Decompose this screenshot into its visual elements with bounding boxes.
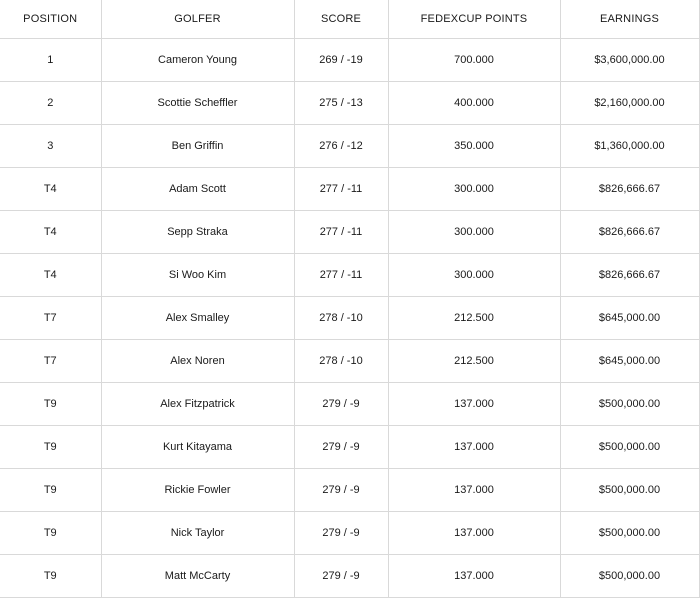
golfer-name-cell: Nick Taylor [101,512,294,555]
score-cell: 279 / -9 [294,469,388,512]
column-header-score: SCORE [294,0,388,39]
fedexcup-points-cell: 212.500 [388,340,560,383]
fedexcup-points-cell: 400.000 [388,82,560,125]
golfer-name-cell: Alex Noren [101,340,294,383]
score-cell: 277 / -11 [294,254,388,297]
table-row [0,125,699,168]
golfer-name-cell: Si Woo Kim [101,254,294,297]
score-cell: 279 / -9 [294,426,388,469]
position-cell: T4 [0,254,101,297]
golfer-name-cell: Alex Fitzpatrick [101,383,294,426]
score-cell: 278 / -10 [294,297,388,340]
table-header [0,0,699,39]
table-row [0,340,699,383]
table-row [0,254,699,297]
position-cell: 2 [0,82,101,125]
table-row [0,211,699,254]
table-row [0,168,699,211]
fedexcup-points-cell: 350.000 [388,125,560,168]
fedexcup-points-cell: 137.000 [388,426,560,469]
position-cell: T9 [0,512,101,555]
earnings-cell: $3,600,000.00 [560,39,699,82]
earnings-cell: $645,000.00 [560,340,699,383]
column-header-earnings: EARNINGS [560,0,699,39]
header-row [0,0,699,39]
column-header-fedexcup-points: FEDEXCUP POINTS [388,0,560,39]
column-header-position: POSITION [0,0,101,39]
earnings-cell: $500,000.00 [560,426,699,469]
position-cell: T4 [0,211,101,254]
position-cell: T9 [0,469,101,512]
earnings-cell: $500,000.00 [560,469,699,512]
golfer-name-cell: Alex Smalley [101,297,294,340]
score-cell: 276 / -12 [294,125,388,168]
fedexcup-points-cell: 137.000 [388,383,560,426]
position-cell: 1 [0,39,101,82]
table-row [0,297,699,340]
fedexcup-points-cell: 137.000 [388,512,560,555]
score-cell: 269 / -19 [294,39,388,82]
column-header-golfer: GOLFER [101,0,294,39]
fedexcup-points-cell: 137.000 [388,555,560,598]
table-row [0,469,699,512]
position-cell: T7 [0,297,101,340]
score-cell: 277 / -11 [294,168,388,211]
score-cell: 279 / -9 [294,555,388,598]
golfer-name-cell: Sepp Straka [101,211,294,254]
golfer-name-cell: Adam Scott [101,168,294,211]
golfer-name-cell: Matt McCarty [101,555,294,598]
earnings-cell: $826,666.67 [560,168,699,211]
table-row [0,555,699,598]
earnings-cell: $826,666.67 [560,211,699,254]
earnings-cell: $500,000.00 [560,512,699,555]
golfer-name-cell: Kurt Kitayama [101,426,294,469]
golfer-name-cell: Scottie Scheffler [101,82,294,125]
position-cell: 3 [0,125,101,168]
score-cell: 279 / -9 [294,512,388,555]
fedexcup-points-cell: 300.000 [388,211,560,254]
score-cell: 278 / -10 [294,340,388,383]
earnings-cell: $1,360,000.00 [560,125,699,168]
golfer-name-cell: Rickie Fowler [101,469,294,512]
score-cell: 279 / -9 [294,383,388,426]
fedexcup-points-cell: 700.000 [388,39,560,82]
position-cell: T9 [0,383,101,426]
earnings-cell: $500,000.00 [560,383,699,426]
table-row [0,82,699,125]
fedexcup-points-cell: 137.000 [388,469,560,512]
earnings-cell: $645,000.00 [560,297,699,340]
earnings-cell: $826,666.67 [560,254,699,297]
table-row [0,512,699,555]
fedexcup-points-cell: 212.500 [388,297,560,340]
table-row [0,39,699,82]
table-body [0,39,699,598]
fedexcup-points-cell: 300.000 [388,254,560,297]
score-cell: 277 / -11 [294,211,388,254]
table-row [0,383,699,426]
position-cell: T9 [0,555,101,598]
score-cell: 275 / -13 [294,82,388,125]
earnings-cell: $2,160,000.00 [560,82,699,125]
position-cell: T7 [0,340,101,383]
fedexcup-points-cell: 300.000 [388,168,560,211]
earnings-cell: $500,000.00 [560,555,699,598]
position-cell: T4 [0,168,101,211]
table-row [0,426,699,469]
position-cell: T9 [0,426,101,469]
golfer-name-cell: Cameron Young [101,39,294,82]
golfer-name-cell: Ben Griffin [101,125,294,168]
